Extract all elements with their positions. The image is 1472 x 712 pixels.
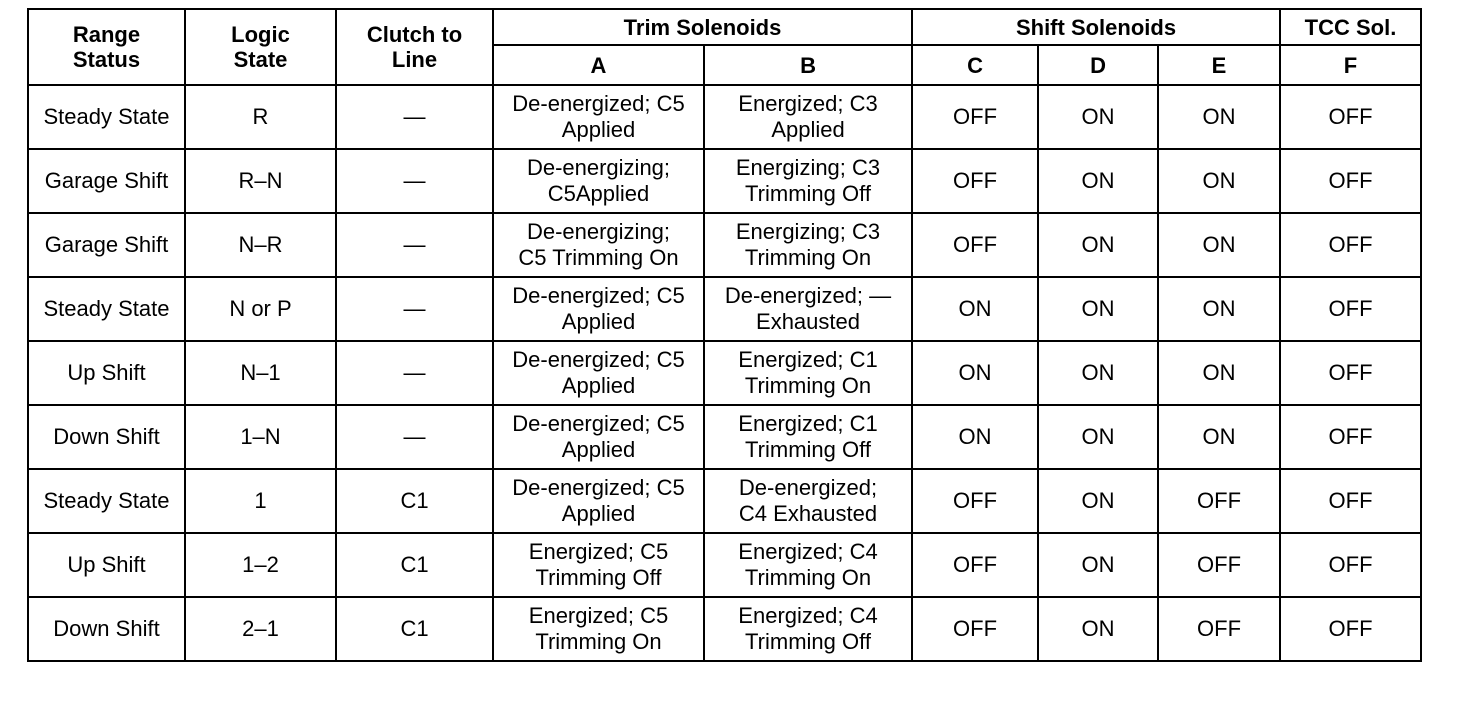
solenoid-state-table (27, 8, 1422, 662)
cell-clutch-to-line: C1 (336, 597, 493, 661)
cell-shift-e: ON (1158, 405, 1280, 469)
cell-trim-b: Energizing; C3 Trimming On (704, 213, 912, 277)
cell-trim-b: Energized; C4 Trimming On (704, 533, 912, 597)
cell-shift-e: ON (1158, 149, 1280, 213)
cell-tcc-f: OFF (1280, 533, 1421, 597)
cell-trim-b: Energized; C1 Trimming On (704, 341, 912, 405)
cell-trim-b: De-energized; — Exhausted (704, 277, 912, 341)
header-e: E (1158, 45, 1280, 85)
table-body (28, 85, 1421, 661)
cell-shift-d: ON (1038, 213, 1158, 277)
cell-tcc-f: OFF (1280, 277, 1421, 341)
cell-shift-c: ON (912, 405, 1038, 469)
cell-shift-c: ON (912, 277, 1038, 341)
cell-range-status: Steady State (28, 469, 185, 533)
cell-range-status: Down Shift (28, 405, 185, 469)
cell-shift-d: ON (1038, 85, 1158, 149)
cell-trim-a: Energized; C5 Trimming Off (493, 533, 704, 597)
table-row (28, 469, 1421, 533)
header-a: A (493, 45, 704, 85)
cell-logic-state: N–R (185, 213, 336, 277)
header-b: B (704, 45, 912, 85)
header-trim-solenoids: Trim Solenoids (493, 9, 912, 45)
cell-logic-state: 1 (185, 469, 336, 533)
cell-shift-d: ON (1038, 149, 1158, 213)
cell-trim-a: De-energized; C5 Applied (493, 85, 704, 149)
cell-shift-c: OFF (912, 469, 1038, 533)
cell-logic-state: 1–N (185, 405, 336, 469)
cell-trim-a: De-energized; C5 Applied (493, 405, 704, 469)
cell-clutch-to-line: C1 (336, 533, 493, 597)
cell-shift-c: OFF (912, 213, 1038, 277)
cell-shift-d: ON (1038, 469, 1158, 533)
cell-shift-e: ON (1158, 277, 1280, 341)
cell-tcc-f: OFF (1280, 597, 1421, 661)
cell-trim-a: De-energized; C5 Applied (493, 277, 704, 341)
cell-trim-b: Energized; C3 Applied (704, 85, 912, 149)
cell-shift-c: OFF (912, 85, 1038, 149)
cell-clutch-to-line: — (336, 213, 493, 277)
cell-logic-state: R–N (185, 149, 336, 213)
cell-trim-b: Energized; C1 Trimming Off (704, 405, 912, 469)
cell-tcc-f: OFF (1280, 341, 1421, 405)
cell-trim-a: De-energizing; C5Applied (493, 149, 704, 213)
cell-trim-b: Energizing; C3 Trimming Off (704, 149, 912, 213)
cell-trim-a: De-energized; C5 Applied (493, 469, 704, 533)
cell-clutch-to-line: — (336, 85, 493, 149)
cell-shift-e: OFF (1158, 469, 1280, 533)
cell-logic-state: N–1 (185, 341, 336, 405)
header-d: D (1038, 45, 1158, 85)
header-shift-solenoids: Shift Solenoids (912, 9, 1280, 45)
cell-logic-state: 2–1 (185, 597, 336, 661)
cell-tcc-f: OFF (1280, 85, 1421, 149)
cell-shift-e: OFF (1158, 597, 1280, 661)
cell-shift-c: OFF (912, 597, 1038, 661)
cell-tcc-f: OFF (1280, 469, 1421, 533)
cell-range-status: Up Shift (28, 533, 185, 597)
table-row (28, 405, 1421, 469)
cell-tcc-f: OFF (1280, 149, 1421, 213)
cell-logic-state: N or P (185, 277, 336, 341)
table-row (28, 341, 1421, 405)
header-tcc-sol: TCC Sol. (1280, 9, 1421, 45)
cell-clutch-to-line: — (336, 149, 493, 213)
cell-range-status: Garage Shift (28, 149, 185, 213)
cell-logic-state: 1–2 (185, 533, 336, 597)
table-row (28, 85, 1421, 149)
table-row (28, 213, 1421, 277)
cell-range-status: Steady State (28, 85, 185, 149)
cell-range-status: Steady State (28, 277, 185, 341)
cell-clutch-to-line: — (336, 341, 493, 405)
cell-shift-d: ON (1038, 277, 1158, 341)
cell-trim-a: De-energizing; C5 Trimming On (493, 213, 704, 277)
cell-trim-a: De-energized; C5 Applied (493, 341, 704, 405)
cell-shift-e: ON (1158, 85, 1280, 149)
table-row (28, 277, 1421, 341)
cell-shift-e: OFF (1158, 533, 1280, 597)
cell-trim-b: Energized; C4 Trimming Off (704, 597, 912, 661)
cell-tcc-f: OFF (1280, 405, 1421, 469)
header-f: F (1280, 45, 1421, 85)
cell-shift-d: ON (1038, 341, 1158, 405)
header-range-status: Range Status (28, 9, 185, 85)
cell-shift-d: ON (1038, 597, 1158, 661)
cell-shift-c: OFF (912, 149, 1038, 213)
cell-shift-d: ON (1038, 533, 1158, 597)
cell-clutch-to-line: — (336, 405, 493, 469)
table-row (28, 533, 1421, 597)
cell-shift-e: ON (1158, 213, 1280, 277)
cell-range-status: Up Shift (28, 341, 185, 405)
table-row (28, 149, 1421, 213)
cell-shift-c: ON (912, 341, 1038, 405)
cell-range-status: Garage Shift (28, 213, 185, 277)
cell-shift-c: OFF (912, 533, 1038, 597)
cell-tcc-f: OFF (1280, 213, 1421, 277)
header-c: C (912, 45, 1038, 85)
cell-shift-e: ON (1158, 341, 1280, 405)
cell-trim-b: De-energized; C4 Exhausted (704, 469, 912, 533)
table-row (28, 597, 1421, 661)
header-logic-state: Logic State (185, 9, 336, 85)
cell-clutch-to-line: — (336, 277, 493, 341)
cell-clutch-to-line: C1 (336, 469, 493, 533)
cell-trim-a: Energized; C5 Trimming On (493, 597, 704, 661)
header-clutch-to-line: Clutch to Line (336, 9, 493, 85)
cell-range-status: Down Shift (28, 597, 185, 661)
cell-logic-state: R (185, 85, 336, 149)
cell-shift-d: ON (1038, 405, 1158, 469)
